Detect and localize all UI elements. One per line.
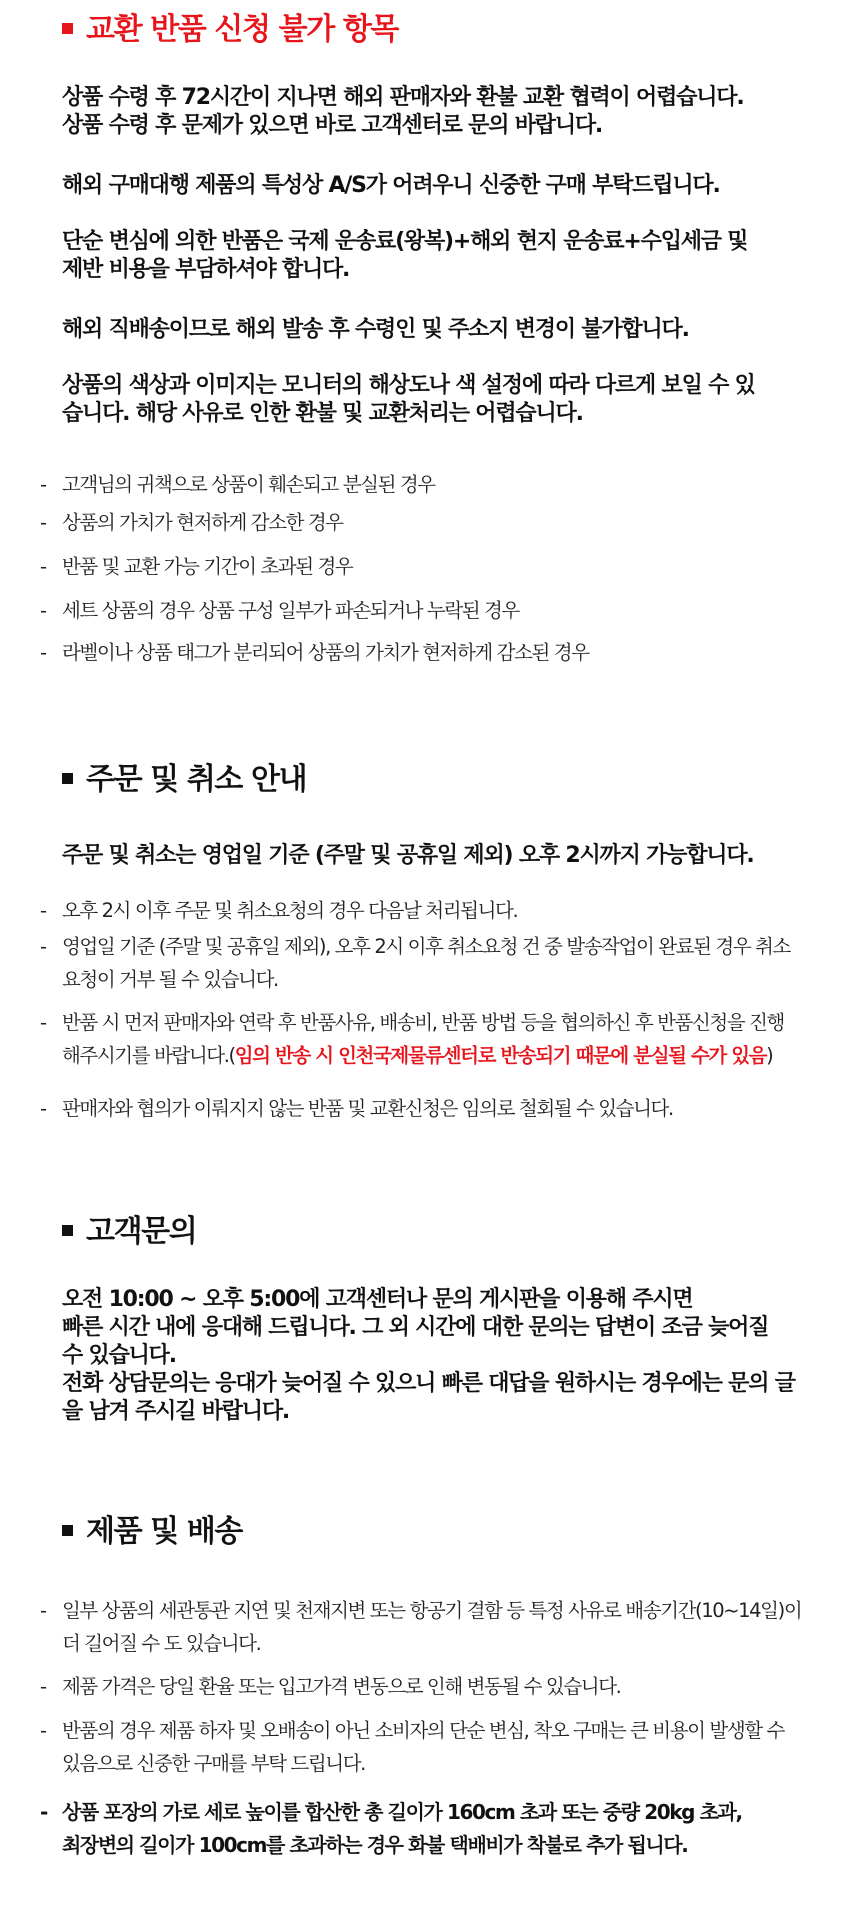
list-item: - 상품의 가치가 현저하게 감소한 경우 [40,511,343,534]
list-item: - 세트 상품의 경우 상품 구성 일부가 파손되거나 누락된 경우 [40,599,519,622]
list-item: - 일부 상품의 세관통관 지연 및 천재지변 또는 항공기 결함 등 특정 사유로 배송기간(10~14일)이 더 길어질 수 도 있습니다. [40,1599,802,1655]
section-title-customer-inquiry: 고객문의 [62,1206,196,1250]
list-item: - 반품의 경우 제품 하자 및 오배송이 아닌 소비자의 단순 변심, 착오 구매는 큰 비용이 발생할 수 있음으로 신중한 구매를 부탁 드립니다. [40,1719,784,1775]
section-title-product-shipping: 제품 및 배송 [62,1506,242,1550]
section-title-no-return: 교환 반품 신청 불가 항목 [62,4,398,48]
square-bullet-icon [62,23,73,34]
paragraph-72h: 상품 수령 후 72시간이 지나면 해외 판매자와 환불 교환 협력이 어렵습니다. 상품 수령 후 문제가 있으면 바로 고객센터로 문의 바랍니다. [62,85,744,138]
square-bullet-icon [62,1225,73,1236]
list-item: - 영업일 기준 (주말 및 공휴일 제외), 오후 2시 이후 취소요청 건 중 발송작업이 완료된 경우 취소 요청이 거부 될 수 있습니다. [40,935,790,991]
square-bullet-icon [62,773,73,784]
list-item: - 반품 시 먼저 판매자와 연락 후 반품사유, 배송비, 반품 방법 등을 협의하신 후 반품신청을 진행 해주시기를 바랍니다.(임의 반송 시 인천국제물류센터로 반송되기 때문에 분실될 수가 있음) [40,1011,784,1067]
paragraph-as: 해외 구매대행 제품의 특성상 A/S가 어려우니 신중한 구매 부탁드립니다. [62,173,720,198]
square-bullet-icon [62,1525,73,1536]
paragraph-shipping-cost: 단순 변심에 의한 반품은 국제 운송료(왕복)+해외 현지 운송료+수입세금 및 제반 비용을 부담하셔야 합니다. [62,229,748,282]
paragraph-inquiry-hours: 오전 10:00 ~ 오후 5:00에 고객센터나 문의 게시판을 이용해 주시면 빠른 시간 내에 응대해 드립니다. 그 외 시간에 대한 문의는 답변이 조금 늦어질 수 있습니다. 전화 상담문의는 응대가 늦어질 수 있으니 빠른 대답을 원하시는 경우에는 문의 글 을 남겨 주시길 바랍니다. [62,1287,795,1424]
section-title-order-cancel: 주문 및 취소 안내 [62,754,306,798]
list-item: - 반품 및 교환 가능 기간이 초과된 경우 [40,555,353,578]
list-item: - 오후 2시 이후 주문 및 취소요청의 경우 다음날 처리됩니다. [40,899,518,922]
list-item: - 제품 가격은 당일 환율 또는 입고가격 변동으로 인해 변동될 수 있습니다. [40,1675,621,1698]
paragraph-address-change: 해외 직배송이므로 해외 발송 후 수령인 및 주소지 변경이 불가합니다. [62,317,689,342]
list-item: - 라벨이나 상품 태그가 분리되어 상품의 가치가 현저하게 감소된 경우 [40,641,589,664]
paragraph-color-notice: 상품의 색상과 이미지는 모니터의 해상도나 색 설정에 따라 다르게 보일 수 있 습니다. 해당 사유로 인한 환불 및 교환처리는 어렵습니다. [62,373,755,426]
list-item: - 고객님의 귀책으로 상품이 훼손되고 분실된 경우 [40,473,435,496]
list-item: - 판매자와 협의가 이뤄지지 않는 반품 및 교환신청은 임의로 철회될 수 있습니다. [40,1097,673,1120]
warning-text: 임의 반송 시 인천국제물류센터로 반송되기 때문에 분실될 수가 있음 [234,1044,767,1067]
paragraph-order-deadline: 주문 및 취소는 영업일 기준 (주말 및 공휴일 제외) 오후 2시까지 가능합니다. [62,843,754,868]
list-item: - 상품 포장의 가로 세로 높이를 합산한 총 길이가 160cm 초과 또는 중량 20kg 초과, 최장변의 길이가 100cm를 초과하는 경우 화불 택배비가 착불로 추가 됩니다. [40,1800,742,1857]
